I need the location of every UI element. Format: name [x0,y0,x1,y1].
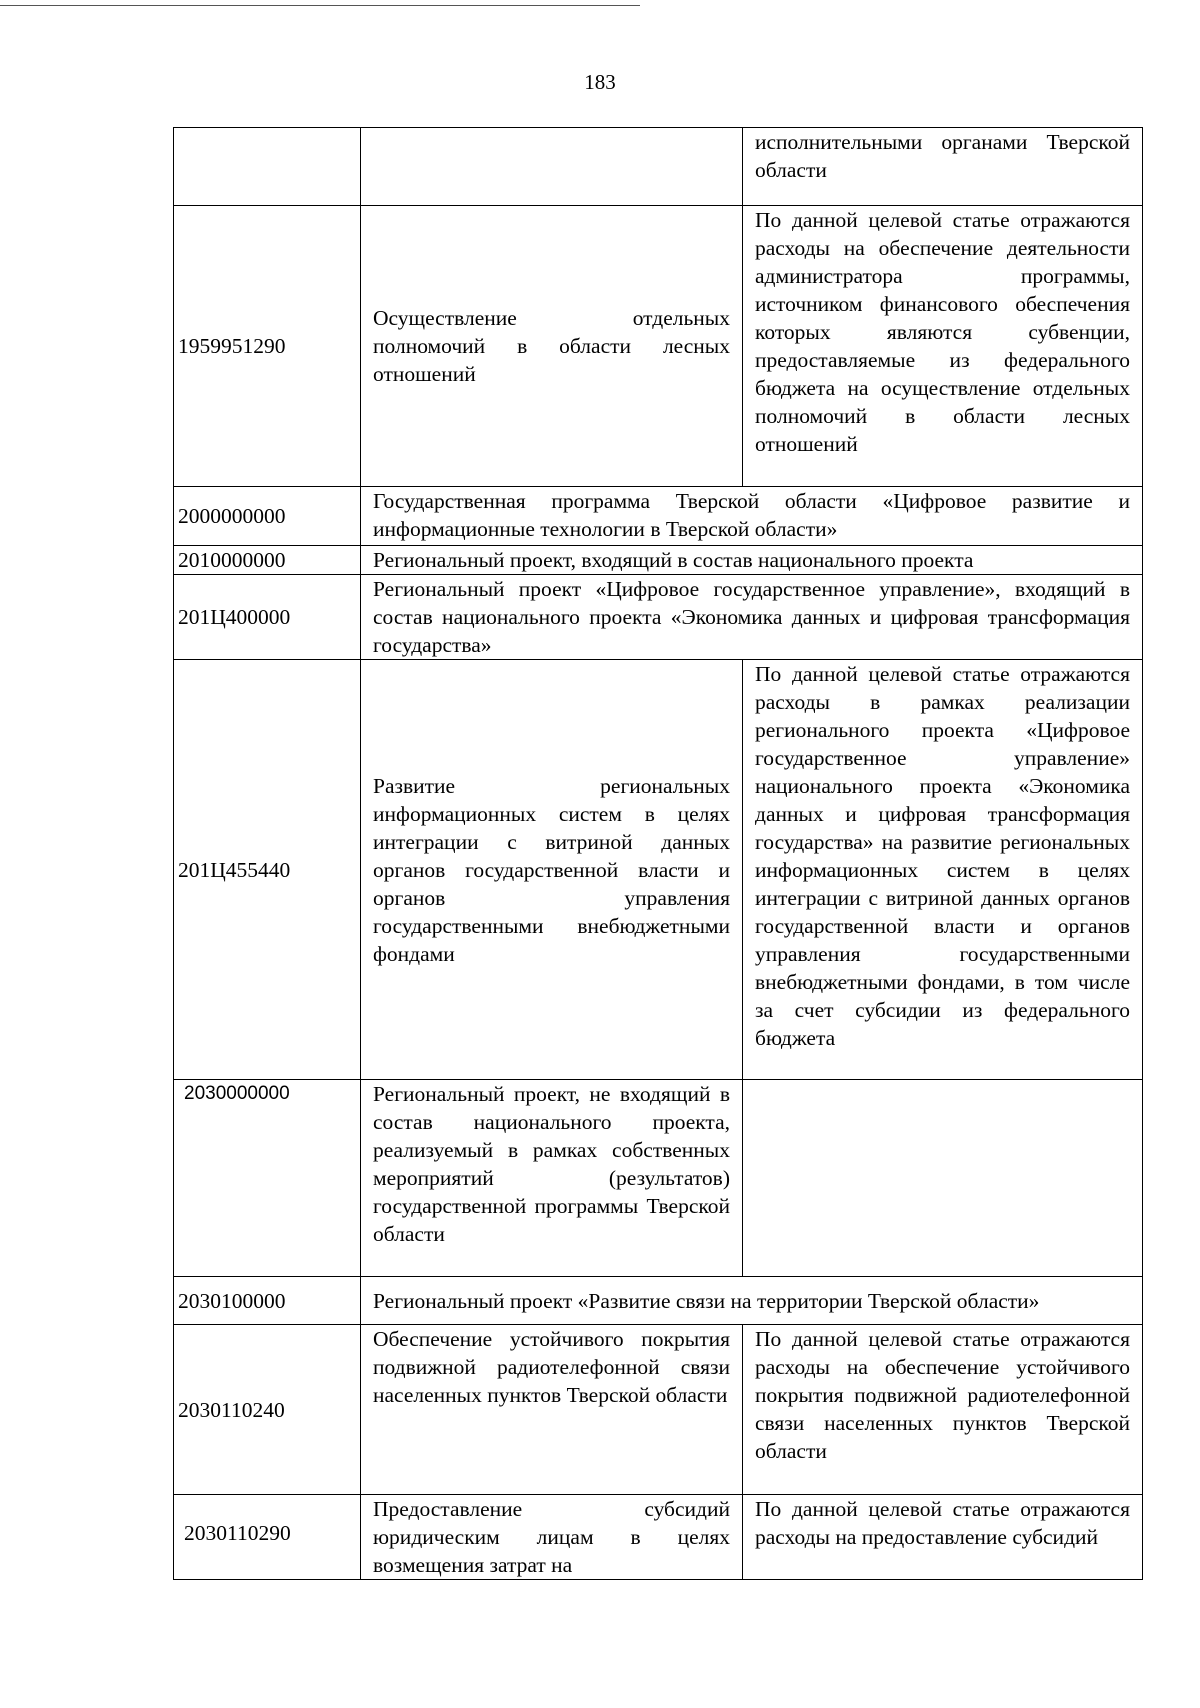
row-description: По данной целевой статье отражаются расходы в рамках реализации регионального проекта «Цифровое государственное управление» национального проекта «Экономика данных и цифровая трансформация государства» на развитие региональных информационных систем в целях интеграции с витриной данных органов государственной власти и органов управления государственными внебюджетными фондами, в том числе за счет субсидии из федерального бюджета [743,660,1143,1080]
row-code: 1959951290 [174,206,361,487]
row-description: исполнительными органами Тверской области [743,128,1143,206]
row-code: 2030100000 [174,1277,361,1325]
page-number: 183 [584,70,616,94]
row-merged-text: Государственная программа Тверской области «Цифровое развитие и информационные технологии в Тверской области» [361,487,1143,546]
table-row [174,660,1143,1080]
row-merged-text: Региональный проект «Развитие связи на территории Тверской области» [361,1277,1143,1325]
table-row [174,575,1143,660]
row-merged-text: Региональный проект «Цифровое государственное управление», входящий в состав национального проекта «Экономика данных и цифровая трансформация государства» [361,575,1143,660]
target-articles-table [173,127,1143,1580]
row-description [743,1080,1143,1277]
row-description: По данной целевой статье отражаются расходы на обеспечение деятельности администратора программы, источником финансового обеспечения которых являются субвенции, предоставляемые из федерального бюджета на осуществление отдельных полномочий в области лесных отношений [743,206,1143,487]
scan-top-rule [0,5,640,6]
row-description: По данной целевой статье отражаются расходы на обеспечение устойчивого покрытия подвижной радиотелефонной связи населенных пунктов Тверской области [743,1325,1143,1495]
row-merged-text: Региональный проект, входящий в состав национального проекта [361,546,1143,575]
row-name: Развитие региональных информационных систем в целях интеграции с витриной данных органов государственной власти и органов управления государственными внебюджетными фондами [361,660,743,1080]
row-name: Обеспечение устойчивого покрытия подвижной радиотелефонной связи населенных пунктов Тверской области [361,1325,743,1495]
row-description: По данной целевой статье отражаются расходы на предоставление субсидий [743,1495,1143,1580]
row-code: 2010000000 [174,546,361,575]
table-row [174,546,1143,575]
row-name [361,128,743,206]
table-row [174,128,1143,206]
row-name: Предоставление субсидий юридическим лицам в целях возмещения затрат на [361,1495,743,1580]
row-code: 2030000000 [174,1080,361,1277]
row-code: 2030110290 [174,1495,361,1580]
table-row [174,1277,1143,1325]
row-code: 201Ц400000 [174,575,361,660]
table-row [174,1495,1143,1580]
row-code: 2000000000 [174,487,361,546]
table-row [174,1325,1143,1495]
row-code: 201Ц455440 [174,660,361,1080]
table-row [174,206,1143,487]
row-name: Осуществление отдельных полномочий в области лесных отношений [361,206,743,487]
row-code: 2030110240 [174,1325,361,1495]
row-code [174,128,361,206]
row-name: Региональный проект, не входящий в состав национального проекта, реализуемый в рамках собственных мероприятий (результатов) государственной программы Тверской области [361,1080,743,1277]
table-row [174,487,1143,546]
table-row [174,1080,1143,1277]
